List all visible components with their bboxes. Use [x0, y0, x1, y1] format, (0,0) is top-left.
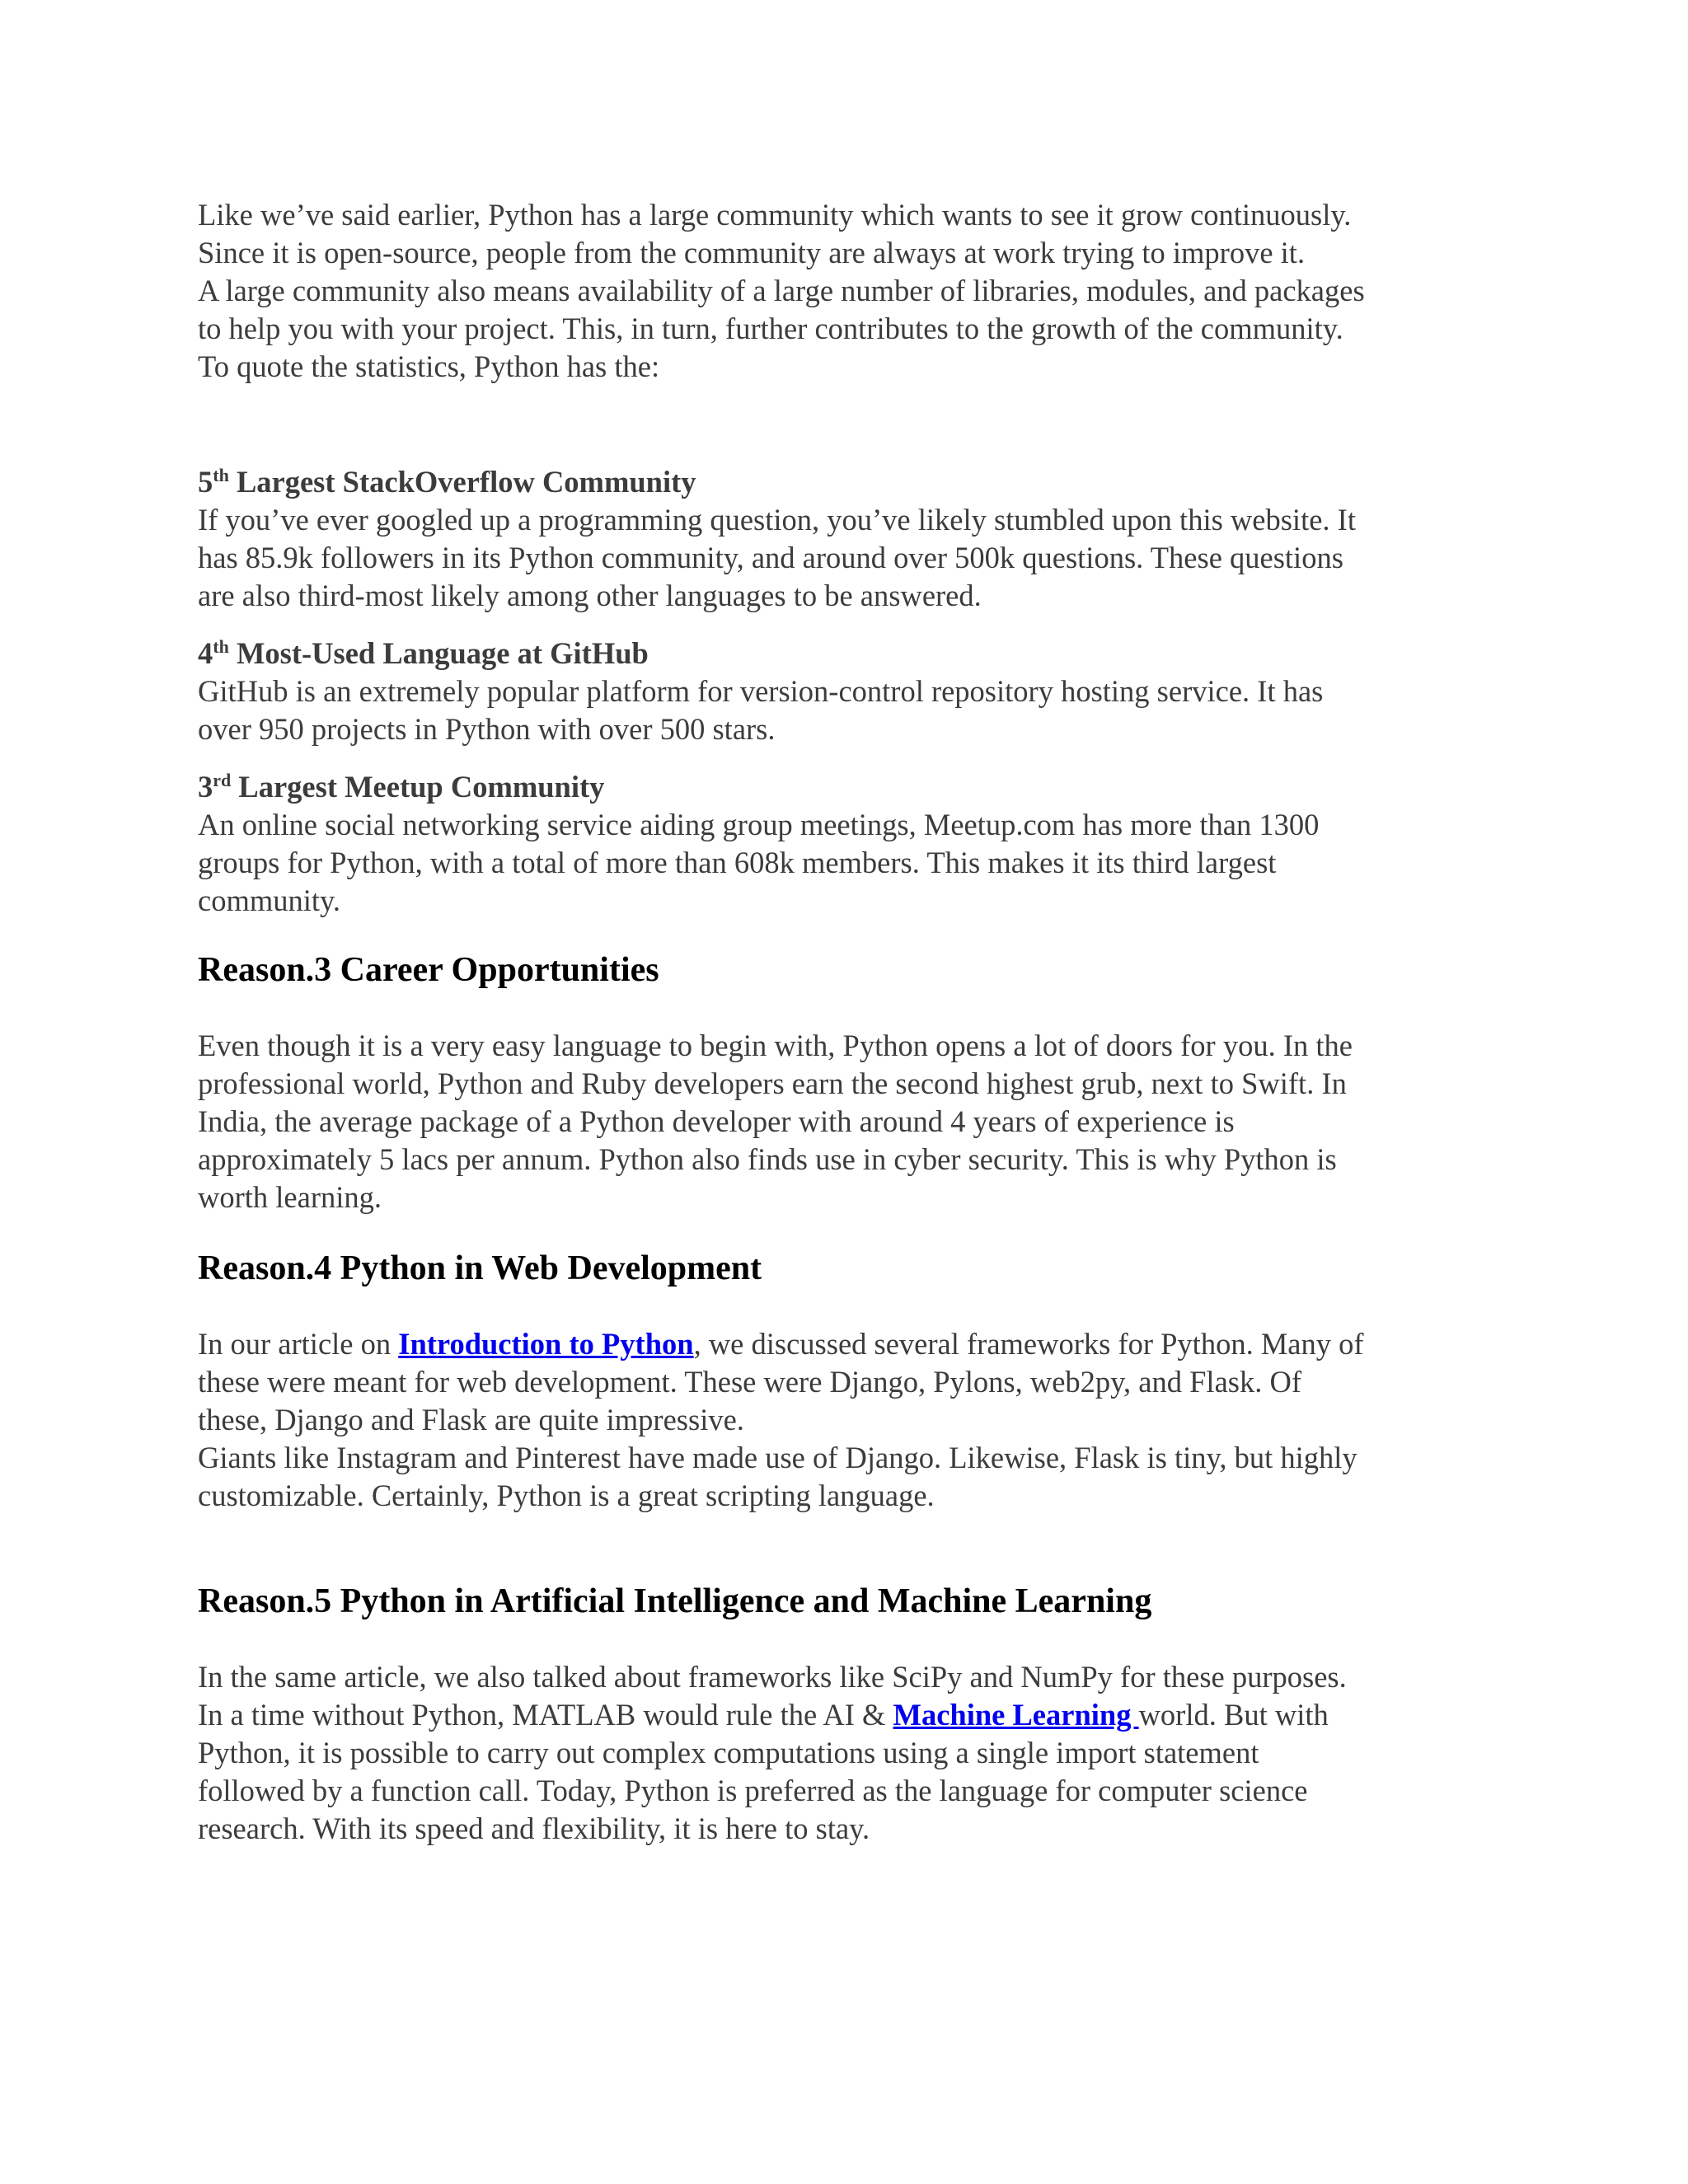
- intro-line: Since it is open-source, people from the community are always at work trying to improve it.: [198, 236, 1306, 269]
- intro-line: To quote the statistics, Python has the:: [198, 349, 660, 383]
- document-page: [198, 196, 1500, 1848]
- stat-title: 3rd Largest Meetup Community: [198, 769, 605, 804]
- stat-stackoverflow: [198, 463, 1500, 615]
- stat-title: 4th Most-Used Language at GitHub: [198, 635, 649, 670]
- heading-reason-5: Reason.5 Python in Artificial Intelligence and Machine Learning: [198, 1582, 1152, 1620]
- reason-5-body: In the same article, we also talked about frameworks like SciPy and NumPy for these purposes. In a time without Python, MATLAB would rule the AI & Machine Learning world. But with Python, it is possible to carry out complex computations using a single import statement followed by a function call. Today, Python is preferred as the language for computer science research. With its speed and flexibility, it is here to stay.: [198, 1660, 1347, 1845]
- intro-line: Like we’ve said earlier, Python has a large community which wants to see it grow continuously.: [198, 198, 1352, 232]
- intro-paragraph: [198, 196, 1500, 386]
- stat-body: If you’ve ever googled up a programming question, you’ve likely stumbled upon this website. It has 85.9k followers in its Python community, and around over 500k questions. These questions are also third-most likely among other languages to be answered.: [198, 503, 1356, 612]
- intro-line: to help you with your project. This, in turn, further contributes to the growth of the community.: [198, 312, 1343, 345]
- introduction-to-python-link[interactable]: Introduction to Python: [398, 1327, 694, 1361]
- stat-body: GitHub is an extremely popular platform for version-control repository hosting service. It has over 950 projects in Python with over 500 stars.: [198, 674, 1324, 746]
- stat-github: [198, 635, 1500, 748]
- reason-3-body: Even though it is a very easy language to begin with, Python opens a lot of doors for you. In the professional world, Python and Ruby developers earn the second highest grub, next to Swift. In India, the average package of a Python developer with around 4 years of experience is approximately 5 lacs per annum. Python also finds use in cyber security. This is why Python is worth learning.: [198, 1029, 1353, 1214]
- stat-meetup: [198, 768, 1500, 920]
- intro-line: A large community also means availability of a large number of libraries, modules, and packages: [198, 274, 1365, 307]
- machine-learning-link[interactable]: Machine Learning: [893, 1698, 1139, 1732]
- heading-reason-4: Reason.4 Python in Web Development: [198, 1249, 762, 1287]
- reason-4-body: In our article on Introduction to Python, we discussed several frameworks for Python. Many of these were meant for web development. These were Django, Pylons, web2py, and Flask. Of these, Django and Flask are quite impressive. Giants like Instagram and Pinterest have made use of Django. Likewise, Flask is tiny, but highly customizable. Certainly, Python is a great scripting language.: [198, 1327, 1364, 1512]
- stat-title: 5th Largest StackOverflow Community: [198, 464, 696, 499]
- stat-body: An online social networking service aiding group meetings, Meetup.com has more than 1300 groups for Python, with a total of more than 608k members. This makes it its third largest community.: [198, 808, 1320, 917]
- heading-reason-3: Reason.3 Career Opportunities: [198, 951, 659, 989]
